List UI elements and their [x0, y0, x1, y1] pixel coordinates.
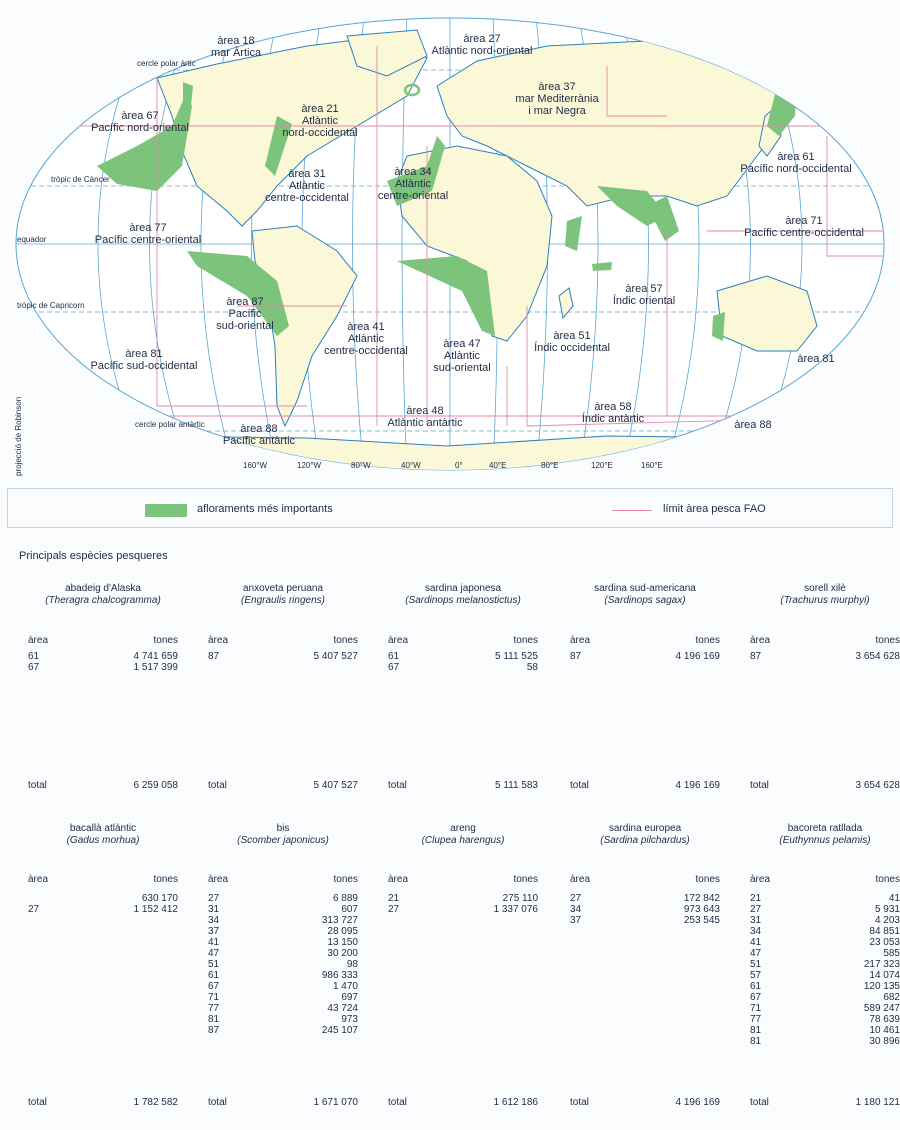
total-value: 6 259 058	[133, 780, 178, 791]
area-code: 87	[208, 651, 220, 662]
tonnes-value: 697	[341, 992, 358, 1003]
tonnes-value: 5 111 525	[494, 651, 538, 662]
total-value: 1 612 186	[493, 1097, 538, 1108]
area-label: àrea 88	[734, 419, 772, 431]
total-value: 1 180 121	[855, 1097, 900, 1108]
area-code: 37	[570, 915, 582, 926]
species-latin-name: (Engraulis ringens)	[241, 595, 325, 606]
table-row	[208, 915, 358, 926]
area-code: 34	[208, 915, 220, 926]
total-value: 3 654 628	[855, 780, 900, 791]
tonnes-value: 13 150	[327, 937, 358, 948]
total-value: 4 196 169	[675, 1097, 720, 1108]
table-row	[750, 1014, 900, 1025]
species-name: sardina europea	[608, 823, 682, 834]
area-label: àrea 87 Pacífic sud-oriental	[216, 296, 274, 332]
tonnes-value: 973	[341, 1014, 358, 1025]
tonnes-value: 172 842	[683, 893, 720, 904]
species-rows	[208, 893, 358, 1036]
tonnes-value: 41	[888, 893, 900, 904]
area-column-header: àrea	[388, 635, 409, 646]
tropic-capricorn-label: tròpic de Capricorn	[17, 301, 85, 310]
antarctic-circle-label: cercle polar antàrtic	[135, 420, 205, 429]
tones-column-header: tones	[513, 874, 538, 885]
tonnes-value: 4 196 169	[675, 651, 720, 662]
tonnes-value: 585	[883, 948, 900, 959]
area-column-header: àrea	[750, 874, 771, 885]
table-row	[750, 893, 900, 904]
species-name: abadeig d'Alaska	[65, 583, 141, 594]
species-latin-name: (Sardinops sagax)	[604, 595, 686, 606]
tonnes-value: 4 203	[874, 915, 900, 926]
total-label: total	[28, 780, 47, 791]
tonnes-value: 313 727	[321, 915, 358, 926]
area-code: 67	[750, 992, 762, 1003]
area-code: 81	[208, 1014, 220, 1025]
area-column-header: àrea	[208, 874, 229, 885]
tones-column-header: tones	[875, 635, 900, 646]
area-code: 87	[570, 651, 582, 662]
total-label: total	[28, 1097, 47, 1108]
area-code: 51	[750, 959, 762, 970]
area-code: 77	[750, 1014, 762, 1025]
lon-label: 160°W	[243, 461, 268, 470]
lon-label: 80°W	[351, 461, 371, 470]
area-code: 67	[388, 662, 400, 673]
area-code: 61	[750, 981, 762, 992]
area-code: 27	[570, 893, 582, 904]
area-column-header: àrea	[750, 635, 771, 646]
species-name: sardina sud-americana	[594, 583, 696, 594]
table-row	[750, 926, 900, 937]
area-code: 27	[28, 904, 40, 915]
lon-label: 0°	[455, 461, 463, 470]
tones-column-header: tones	[333, 635, 358, 646]
table-row	[750, 1025, 900, 1036]
tonnes-value: 78 639	[869, 1014, 900, 1025]
area-code: 87	[750, 651, 762, 662]
species-rows	[570, 893, 720, 926]
tropic-cancer-label: tròpic de Càncer	[51, 175, 110, 184]
species-latin-name: (Sardinops melanostictus)	[405, 595, 521, 606]
total-label: total	[750, 780, 769, 791]
area-code: 31	[750, 915, 762, 926]
species-table	[570, 0, 720, 1130]
area-code: 77	[208, 1003, 220, 1014]
area-label: àrea 61 Pacífic nord-occidental	[740, 151, 852, 175]
table-row	[208, 1003, 358, 1014]
table-row	[28, 904, 178, 915]
lon-label: 160°E	[641, 461, 663, 470]
area-code: 27	[208, 893, 220, 904]
upwelling-legend-label: afloraments més importants	[197, 503, 333, 515]
tonnes-value: 10 461	[869, 1025, 900, 1036]
species-table	[28, 0, 178, 1130]
tones-column-header: tones	[153, 635, 178, 646]
lon-label: 80°E	[541, 461, 559, 470]
species-table	[388, 0, 538, 1130]
species-latin-name: (Sardina pilchardus)	[600, 835, 690, 846]
area-code: 57	[750, 970, 762, 981]
tonnes-value: 4 741 659	[133, 651, 178, 662]
table-row	[570, 915, 720, 926]
total-value: 5 111 583	[494, 780, 538, 791]
species-name: bacallà atlàntic	[69, 823, 137, 834]
area-code: 87	[208, 1025, 220, 1036]
table-row	[208, 1025, 358, 1036]
area-code: 34	[570, 904, 582, 915]
area-label: àrea 48 Atlàntic antàrtic	[387, 405, 463, 429]
table-row	[750, 937, 900, 948]
table-row	[750, 959, 900, 970]
area-code: 61	[28, 651, 40, 662]
tonnes-value: 14 074	[869, 970, 900, 981]
area-label: àrea 18 mar Àrtica	[210, 35, 262, 59]
tonnes-value: 58	[526, 662, 538, 673]
total-label: total	[570, 1097, 589, 1108]
species-name: bis	[276, 823, 290, 834]
tones-column-header: tones	[695, 874, 720, 885]
area-code: 51	[208, 959, 220, 970]
tonnes-value: 23 053	[869, 937, 900, 948]
area-column-header: àrea	[28, 635, 49, 646]
table-row	[208, 926, 358, 937]
species-table	[750, 0, 900, 1130]
total-label: total	[388, 780, 407, 791]
species-latin-name: (Clupea harengus)	[421, 835, 505, 846]
area-code: 47	[208, 948, 220, 959]
area-label: àrea 57 Índic oriental	[612, 283, 676, 307]
area-label: àrea 88 Pacífic antàrtic	[222, 423, 296, 447]
arctic-circle-label: cercle polar àrtic	[137, 59, 196, 68]
area-code: 37	[208, 926, 220, 937]
tones-column-header: tones	[875, 874, 900, 885]
species-table	[208, 0, 358, 1130]
total-value: 1 782 582	[133, 1097, 178, 1108]
species-name: sorell xilè	[804, 583, 846, 594]
tonnes-value: 1 152 412	[133, 904, 178, 915]
table-row	[750, 904, 900, 915]
table-row	[208, 992, 358, 1003]
area-column-header: àrea	[28, 874, 49, 885]
area-label: àrea 27 Atlàntic nord-oriental	[431, 33, 533, 57]
tonnes-value: 630 170	[141, 893, 178, 904]
area-label: àrea 67 Pacífic nord-oriental	[91, 110, 189, 134]
table-row	[208, 970, 358, 981]
tones-column-header: tones	[153, 874, 178, 885]
section-title: Principals espècies pesqueres	[19, 550, 168, 562]
total-value: 1 671 070	[313, 1097, 358, 1108]
tonnes-value: 98	[346, 959, 358, 970]
total-value: 4 196 169	[675, 780, 720, 791]
tonnes-value: 986 333	[321, 970, 358, 981]
tonnes-value: 682	[883, 992, 900, 1003]
table-row	[208, 904, 358, 915]
table-row	[208, 937, 358, 948]
tonnes-value: 253 545	[683, 915, 720, 926]
area-code: 67	[208, 981, 220, 992]
area-code: 41	[750, 937, 762, 948]
area-label: àrea 34 Atlàntic centre-oriental	[377, 166, 449, 202]
lon-label: 40°W	[401, 461, 421, 470]
area-label: àrea 47 Atlàntic sud-oriental	[433, 338, 491, 374]
tonnes-value: 607	[341, 904, 358, 915]
area-code: 27	[750, 904, 762, 915]
table-row	[388, 893, 538, 904]
tones-column-header: tones	[513, 635, 538, 646]
area-code: 27	[388, 904, 400, 915]
tonnes-value: 589 247	[863, 1003, 900, 1014]
tonnes-value: 5 931	[874, 904, 900, 915]
tones-column-header: tones	[695, 635, 720, 646]
species-latin-name: (Gadus morhua)	[66, 835, 140, 846]
area-label: àrea 21 Atlàntic nord-occidental	[282, 103, 358, 139]
tonnes-value: 245 107	[321, 1025, 358, 1036]
species-name: sardina japonesa	[424, 583, 502, 594]
area-column-header: àrea	[208, 635, 229, 646]
area-code: 71	[750, 1003, 762, 1014]
table-row	[570, 893, 720, 904]
table-row	[208, 893, 358, 904]
tonnes-value: 1 517 399	[133, 662, 178, 673]
tones-column-header: tones	[333, 874, 358, 885]
tonnes-value: 28 095	[327, 926, 358, 937]
area-label: àrea 51 Índic occidental	[534, 330, 610, 354]
area-code: 81	[750, 1036, 762, 1047]
tonnes-value: 120 135	[863, 981, 900, 992]
area-code: 21	[750, 893, 762, 904]
table-row	[208, 981, 358, 992]
tonnes-value: 84 851	[869, 926, 900, 937]
tonnes-value: 1 337 076	[493, 904, 538, 915]
area-code: 31	[208, 904, 220, 915]
area-code: 61	[388, 651, 400, 662]
species-latin-name: (Euthynnus pelamis)	[779, 835, 871, 846]
total-label: total	[208, 780, 227, 791]
tonnes-value: 43 724	[327, 1003, 358, 1014]
table-row	[388, 904, 538, 915]
tonnes-value: 275 110	[502, 893, 538, 904]
species-rows	[28, 893, 178, 915]
area-code: 71	[208, 992, 220, 1003]
lon-label: 40°E	[489, 461, 507, 470]
area-code: 67	[28, 662, 40, 673]
table-row	[570, 904, 720, 915]
table-row	[750, 981, 900, 992]
area-column-header: àrea	[388, 874, 409, 885]
table-row	[208, 959, 358, 970]
tonnes-value: 1 470	[332, 981, 358, 992]
tonnes-value: 217 323	[863, 959, 900, 970]
species-rows	[388, 893, 538, 915]
area-label: àrea 37 mar Mediterrània i mar Negra	[515, 81, 599, 117]
area-code: 61	[208, 970, 220, 981]
tonnes-value: 6 889	[332, 893, 358, 904]
table-row	[208, 1014, 358, 1025]
total-value: 5 407 527	[313, 780, 358, 791]
table-row	[208, 948, 358, 959]
tonnes-value: 3 654 628	[855, 651, 900, 662]
table-row	[28, 893, 178, 904]
table-row	[750, 1003, 900, 1014]
total-label: total	[570, 780, 589, 791]
table-row	[750, 948, 900, 959]
total-label: total	[388, 1097, 407, 1108]
area-code: 21	[388, 893, 400, 904]
lon-label: 120°W	[297, 461, 322, 470]
area-column-header: àrea	[570, 635, 591, 646]
lon-label: 120°E	[591, 461, 613, 470]
fao-limit-legend-label: límit àrea pesca FAO	[663, 503, 766, 515]
tonnes-value: 30 896	[869, 1036, 900, 1047]
table-row	[750, 992, 900, 1003]
total-label: total	[208, 1097, 227, 1108]
table-row	[750, 915, 900, 926]
projection-note: projecció de Robinson	[14, 396, 23, 476]
area-label: àrea 77 Pacífic centre-oriental	[94, 222, 202, 246]
area-label: àrea 31 Atlàntic centre-occidental	[265, 168, 349, 204]
species-name: anxoveta peruana	[242, 583, 324, 594]
species-latin-name: (Scomber japonicus)	[237, 835, 329, 846]
species-latin-name: (Trachurus murphyi)	[780, 595, 870, 606]
total-label: total	[750, 1097, 769, 1108]
species-rows	[750, 893, 900, 1047]
tonnes-value: 973 643	[683, 904, 720, 915]
species-name: areng	[450, 823, 476, 834]
species-latin-name: (Theragra chalcogramma)	[45, 595, 161, 606]
area-code: 41	[208, 937, 220, 948]
area-label: àrea 71 Pacífic centre-occidental	[744, 215, 864, 239]
area-code: 34	[750, 926, 762, 937]
table-row	[750, 1036, 900, 1047]
area-label: àrea 58 Índic antàrtic	[581, 401, 645, 425]
area-label: àrea 81 Pacífic sud-occidental	[90, 348, 198, 372]
area-column-header: àrea	[570, 874, 591, 885]
equator-label: equador	[17, 235, 47, 244]
species-name: bacoreta ratllada	[787, 823, 863, 834]
tonnes-value: 30 200	[327, 948, 358, 959]
area-code: 81	[750, 1025, 762, 1036]
area-code: 47	[750, 948, 762, 959]
table-row	[750, 970, 900, 981]
tonnes-value: 5 407 527	[313, 651, 358, 662]
area-label: àrea 81	[797, 353, 835, 365]
area-label: àrea 41 Atlàntic centre-occidental	[324, 321, 408, 357]
